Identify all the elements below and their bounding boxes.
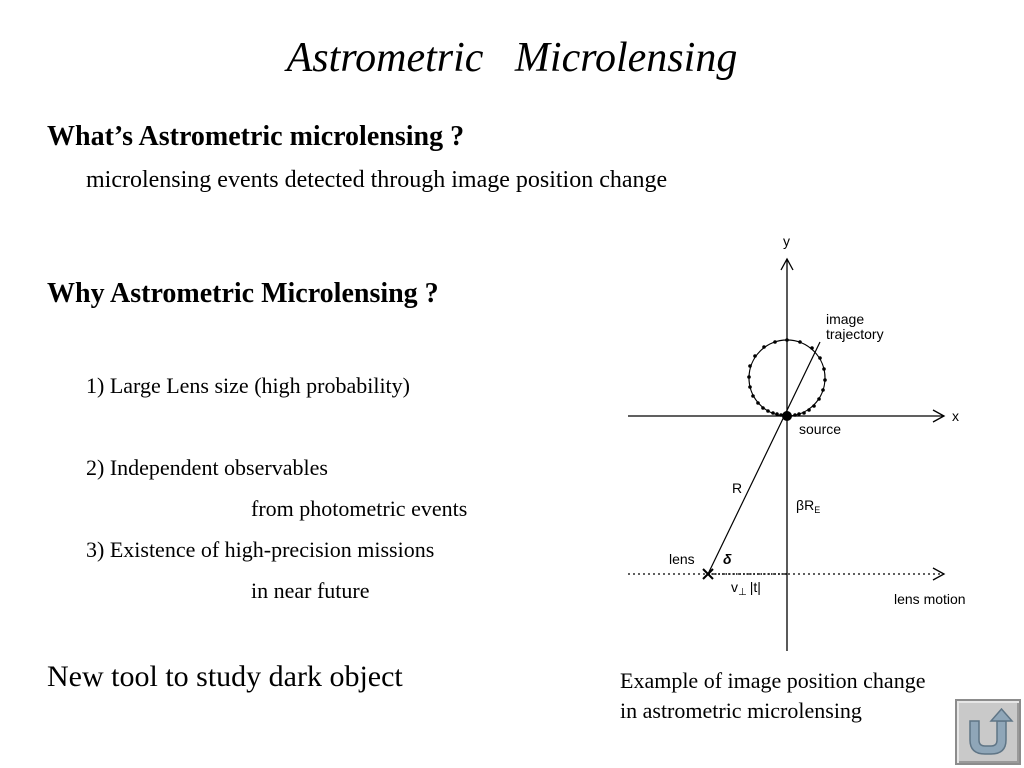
vt-label: $v_\perp$ |t| <box>731 579 761 598</box>
section1-heading: What’s Astrometric microlensing ? <box>47 121 465 152</box>
u-turn-back-icon <box>957 701 1019 763</box>
figure-caption-line1: Example of image position change <box>620 668 926 693</box>
reason-2: 2) Independent observables <box>86 455 328 480</box>
source-point <box>782 411 792 421</box>
R-label: R <box>732 480 743 496</box>
figure-caption-line2: in astrometric microlensing <box>620 698 862 723</box>
section2-heading: Why Astrometric Microlensing ? <box>47 278 439 309</box>
image-trajectory-label-1: image <box>826 311 865 327</box>
reason-1: 1) Large Lens size (high probability) <box>86 373 410 398</box>
back-button[interactable] <box>955 699 1021 765</box>
delta-label: δ <box>723 551 732 567</box>
separation-line-R <box>708 342 820 574</box>
lens-motion-label: lens motion <box>894 591 966 607</box>
reason-3-continuation: in near future <box>251 578 370 603</box>
reason-3: 3) Existence of high-precision missions <box>86 537 435 562</box>
image-trajectory-label-2: trajectory <box>826 326 884 342</box>
conclusion-text: New tool to study dark object <box>47 660 403 693</box>
reason-2-continuation: from photometric events <box>251 496 468 521</box>
y-axis-label: y <box>783 233 790 249</box>
slide-title: Astrometric Microlensing <box>286 35 738 81</box>
source-label: source <box>799 421 842 437</box>
lens-label: lens <box>669 551 695 567</box>
x-axis-label: x <box>952 408 959 424</box>
astrometric-microlensing-diagram <box>610 225 1010 665</box>
beta-RE-label: $\beta R_E$ <box>796 497 821 515</box>
section1-text: microlensing events detected through image position change <box>86 167 668 193</box>
